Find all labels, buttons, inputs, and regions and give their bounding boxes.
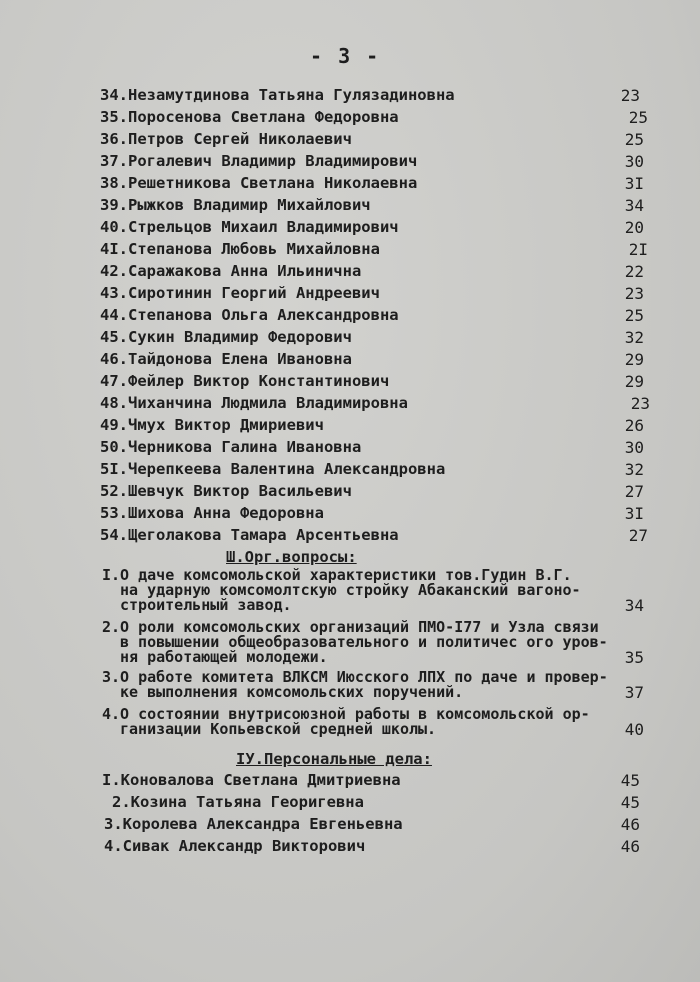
list-item-name: 34.Незамутдинова Татьяна Гулязадиновна [100,86,455,104]
list-item [0,482,700,504]
list-item-name: 43.Сиротинин Георгий Андреевич [100,284,380,302]
list-item-name: 36.Петров Сергей Николаевич [100,130,352,148]
list-item [0,504,700,526]
list-item-page: 34 [624,196,644,215]
list-item-page: 30 [624,438,644,457]
list-item-page: 25 [628,108,648,127]
question-page: 34 [624,596,644,615]
personal-item: 3.Королева Александра Евгеньевна [104,815,403,833]
list-item-page: 26 [624,416,644,435]
personal-item-page: 46 [620,815,640,834]
list-item-page: 23 [620,86,640,105]
list-item-page: 32 [624,460,644,479]
list-item-page: 2I [628,240,648,259]
section-title-org-questions: Ш.Орг.вопросы: [226,548,357,566]
list-item-page: 3I [624,504,644,523]
list-item [0,460,700,482]
list-item [0,130,700,152]
personal-item: 4.Сивак Александр Викторович [104,837,366,855]
list-item [0,526,700,548]
list-item-page: 20 [624,218,644,237]
list-item [0,240,700,262]
question-line: I.О даче комсомольской характеристики тов.Гудин В.Г. [102,566,572,584]
list-item-name: 49.Чмух Виктор Дмириевич [100,416,324,434]
list-item-name: 52.Шевчук Виктор Васильевич [100,482,352,500]
list-item-name: 4I.Степанова Любовь Михайловна [100,240,380,258]
list-item-page: 29 [624,372,644,391]
personal-item: 2.Козина Татьяна Георигевна [112,793,364,811]
question-line: ганизации Копьевской средней школы. [120,720,437,738]
list-item-name: 44.Степанова Ольга Александровна [100,306,399,324]
question-line: ке выполнения комсомольских поручений. [120,683,464,701]
section-title-personal-cases: IУ.Персональные дела: [236,750,432,768]
list-item-name: 50.Черникова Галина Ивановна [100,438,362,456]
question-item [102,568,607,613]
personal-item: I.Коновалова Светлана Дмитриевна [102,771,401,789]
list-item [0,262,700,284]
personal-item-page: 45 [620,771,640,790]
list-item-name: 40.Стрельцов Михаил Владимирович [100,218,399,236]
list-item-page: 23 [630,394,650,413]
list-item-name: 54.Щеголакова Тамара Арсентьевна [100,526,399,544]
list-item [0,108,700,130]
question-line: 2.О роли комсомольских организаций ПМО-I77 и Узла связи [102,618,599,636]
question-line: 3.О работе комитета ВЛКСМ Июсского ЛПХ по даче и провер- [102,668,608,686]
list-item [0,416,700,438]
question-line: ня работающей молодежи. [120,648,328,666]
list-item [0,350,700,372]
question-item [102,707,607,737]
list-item-page: 25 [624,130,644,149]
list-item-name: 46.Тайдонова Елена Ивановна [100,350,352,368]
question-page: 35 [624,648,644,667]
list-item-page: 27 [624,482,644,501]
page-number: - 3 - [310,44,381,68]
list-item [0,306,700,328]
list-item-name: 48.Чиханчина Людмила Владимировна [100,394,408,412]
list-item-page: 23 [624,284,644,303]
list-item-name: 39.Рыжков Владимир Михайлович [100,196,371,214]
personal-item-page: 46 [620,837,640,856]
question-line: на ударную комсомолтскую стройку Абаканский вагоно- [120,581,581,599]
list-item-name: 5I.Черепкеева Валентина Александровна [100,460,446,478]
list-item [0,284,700,306]
list-item [0,86,700,108]
list-item-name: 42.Саражакова Анна Ильинична [100,262,362,280]
list-item-name: 38.Решетникова Светлана Николаевна [100,174,418,192]
list-item-name: 37.Рогалевич Владимир Владимирович [100,152,418,170]
list-item [0,328,700,350]
question-item [102,620,607,665]
list-item-page: 27 [628,526,648,545]
question-line: в повышении общеобразовательного и политичес ого уров- [120,633,608,651]
question-line: 4.О состоянии внутрисоюзной работы в комсомольской ор- [102,705,590,723]
list-item [0,174,700,196]
list-item-name: 53.Шихова Анна Федоровна [100,504,324,522]
personal-item-page: 45 [620,793,640,812]
list-item-page: 30 [624,152,644,171]
list-item-name: 45.Сукин Владимир Федорович [100,328,352,346]
list-item [0,372,700,394]
list-item-page: 29 [624,350,644,369]
question-line: строительный завод. [120,596,292,614]
list-item-page: 3I [624,174,644,193]
list-item-page: 22 [624,262,644,281]
question-item [102,670,607,700]
list-item-name: 35.Поросенова Светлана Федоровна [100,108,399,126]
list-item [0,152,700,174]
list-item-name: 47.Фейлер Виктор Константинович [100,372,390,390]
list-item-page: 32 [624,328,644,347]
question-page: 40 [624,720,644,739]
list-item [0,394,700,416]
list-item-page: 25 [624,306,644,325]
list-item [0,196,700,218]
question-page: 37 [624,683,644,702]
list-item [0,218,700,240]
list-item [0,438,700,460]
